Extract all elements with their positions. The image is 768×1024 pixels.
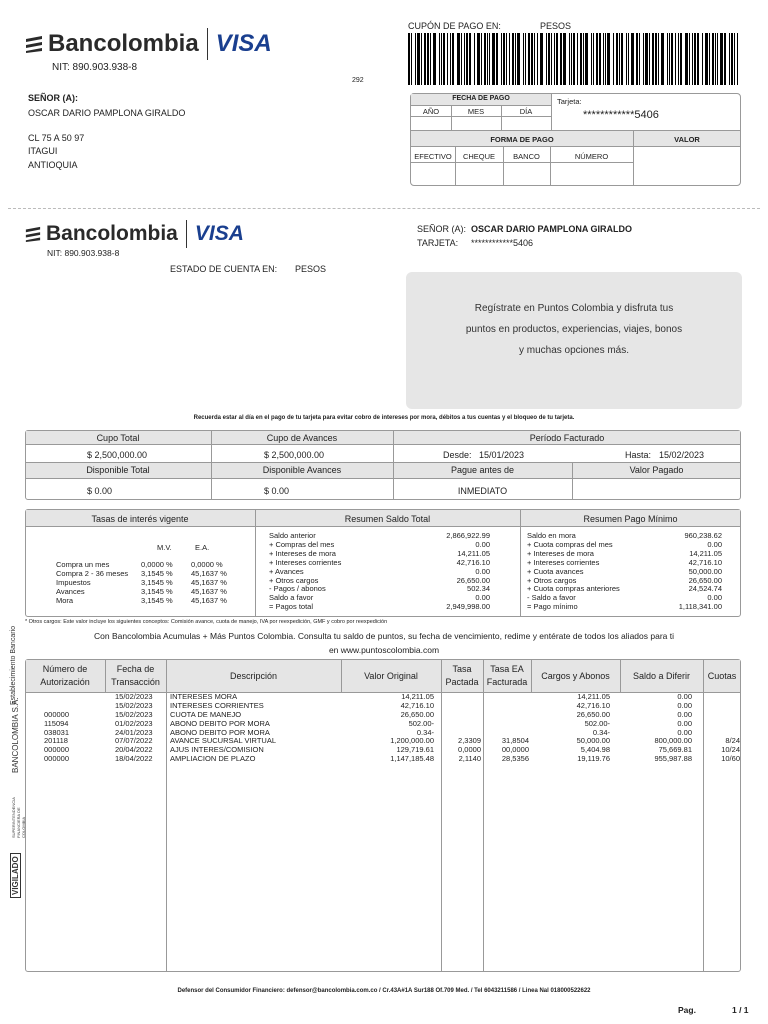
barcode-bar (580, 33, 582, 85)
cell-orig: 129,719.61 (396, 745, 434, 755)
cell-saldo: 0.00 (677, 718, 692, 728)
tasa-ea: 45,1637 % (191, 586, 227, 596)
page-number: 1 / 1 (732, 1005, 749, 1015)
defensor-footer: Defensor del Consumidor Financiero: defensor@bancolombia.com.co / Cr.43A#1A Sur188 Of.709 Med. / Tel 6043211586 / Linea Nal 018000522622 (177, 988, 591, 994)
tasa-ea: 45,1637 % (191, 577, 227, 587)
summary-row-label: + Cuota compras del mes (527, 539, 613, 549)
barcode-bar (669, 33, 670, 85)
cell-auth: 201118 (44, 736, 68, 746)
tasa-label: Avances (56, 586, 85, 596)
barcode-bar (671, 33, 673, 85)
cell-desc: ABONO DEBITO POR MORA (170, 718, 270, 728)
hasta-label: Hasta: (625, 450, 652, 460)
barcode-bar (731, 33, 733, 85)
barcode-bar (509, 33, 510, 85)
disponible-avances-value: $ 0.00 (264, 486, 290, 496)
barcode-bar (517, 33, 520, 85)
cell-date: 15/02/2023 (115, 700, 153, 710)
summary-row-label: = Pagos total (269, 602, 313, 612)
customer-address: CL 75 A 50 97 (28, 133, 85, 143)
cell-cargos: 502.00- (584, 718, 610, 728)
barcode-bar (628, 33, 629, 85)
statement-senor-label: SEÑOR (A): (417, 224, 467, 234)
barcode-bar (596, 33, 598, 85)
tasa-label: Compra 2 - 36 meses (56, 568, 129, 578)
barcode-bar (667, 33, 668, 85)
barcode-bar (496, 33, 498, 85)
barcode-bar (658, 33, 659, 85)
summary-row-label: + Intereses corrientes (527, 557, 600, 567)
cell-desc: CUOTA DE MANEJO (170, 709, 242, 719)
barcode-bar (680, 33, 682, 85)
otros-cargos-note: * Otros cargos: Este valor incluye los siguientes conceptos: Comisión avance, cuota de manejo, IVA por reexpedición, GMF y cobro por reexpedición (25, 619, 388, 625)
barcode-bar (685, 33, 688, 85)
barcode-bar (560, 33, 562, 85)
cell-desc: ABONO DEBITO POR MORA (170, 727, 270, 737)
barcode-bar (678, 33, 679, 85)
barcode-bar (540, 33, 543, 85)
barcode (408, 33, 740, 85)
cell-saldo: 800,000.00 (654, 736, 692, 746)
cell-tasa: 0,0000 (458, 745, 481, 755)
summary-row-value: 0.00 (475, 539, 490, 549)
barcode-bar (692, 33, 693, 85)
disponible-total-value: $ 0.00 (87, 486, 113, 496)
cell-date: 01/02/2023 (115, 718, 153, 728)
table-row (26, 755, 740, 764)
barcode-bar (675, 33, 676, 85)
barcode-bar (712, 33, 714, 85)
barcode-bar (546, 33, 547, 85)
barcode-bar (464, 33, 465, 85)
barcode-bar (643, 33, 644, 85)
forma-pago-label: FORMA DE PAGO (490, 135, 554, 144)
cell-date: 24/01/2023 (115, 727, 153, 737)
barcode-bar (525, 33, 526, 85)
barcode-bar (492, 33, 495, 85)
barcode-bar (649, 33, 650, 85)
barcode-bar (569, 33, 570, 85)
tasas-title: Tasas de interés vigente (91, 514, 189, 524)
resumen-minimo-title: Resumen Pago Mínimo (583, 514, 678, 524)
summary-row-value: 502.34 (467, 584, 490, 594)
disponible-total-label: Disponible Total (86, 465, 150, 475)
barcode-bar (720, 33, 723, 85)
bancolombia-logo-icon (24, 226, 42, 242)
barcode-bar (616, 33, 618, 85)
tasa-mv: 3,1545 % (141, 595, 173, 605)
numero-label: NÚMERO (574, 152, 609, 161)
col-tasa-ea: Tasa EA Facturada (486, 664, 528, 687)
resumen-saldo-rows (269, 532, 490, 612)
barcode-bar (599, 33, 601, 85)
dia-label: DÍA (519, 107, 533, 116)
barcode-bar (506, 33, 507, 85)
cell-desc: AJUS INTERES/COMISION (170, 745, 264, 755)
barcode-bar (631, 33, 634, 85)
cell-date: 15/02/2023 (115, 692, 153, 701)
tasa-label: Impuestos (56, 577, 91, 587)
barcode-bar (619, 33, 620, 85)
summary-row-value: 24,524.74 (688, 584, 722, 594)
barcode-bar (469, 33, 471, 85)
tasa-mv: 3,1545 % (141, 577, 173, 587)
customer-city: ITAGUI (28, 146, 58, 156)
bank-name: Bancolombia (48, 30, 199, 57)
periodo-label: Período Facturado (529, 433, 605, 443)
movement-rows (26, 693, 740, 764)
tasa-ea: 45,1637 % (191, 595, 227, 605)
coupon-title: CUPÓN DE PAGO EN: (408, 21, 501, 31)
bancolombia-logo-icon (24, 35, 44, 53)
cell-cuotas: 10/24 (721, 745, 740, 755)
barcode-bar (573, 33, 575, 85)
summary-row-label: + Cuota compras anteriores (527, 584, 620, 594)
tasa-mv: 3,1545 % (141, 568, 173, 578)
barcode-bar (439, 33, 440, 85)
barcode-bar (466, 33, 468, 85)
cell-ea: 31,8504 (501, 736, 529, 746)
barcode-bar (729, 33, 730, 85)
summary-row-value: 26,650.00 (688, 575, 722, 585)
barcode-bar (585, 33, 588, 85)
cell-orig: 502.00- (408, 718, 434, 728)
cell-date: 07/07/2022 (115, 736, 153, 746)
tasa-ea: 45,1637 % (191, 568, 227, 578)
coupon-currency: PESOS (540, 21, 572, 31)
cell-cargos: 14,211.05 (577, 692, 610, 701)
col-fecha: Fecha de Transacción (111, 664, 160, 687)
cell-cargos: 26,650.00 (576, 709, 610, 719)
summary-row-value: 0.00 (475, 566, 490, 576)
summary-row-value: 2,949,998.00 (446, 602, 490, 612)
barcode-bar (487, 33, 488, 85)
cell-cargos: 19,119.76 (577, 754, 610, 764)
barcode-bar (709, 33, 710, 85)
barcode-bar (724, 33, 726, 85)
barcode-bar (603, 33, 604, 85)
resumen-saldo-title: Resumen Saldo Total (344, 514, 431, 524)
summary-row-label: + Compras del mes (269, 539, 335, 549)
barcode-bar (605, 33, 606, 85)
mv-label: M.V. (157, 543, 172, 552)
barcode-bar (537, 33, 538, 85)
statement-card-number: ************5406 (471, 238, 534, 248)
barcode-bar (655, 33, 657, 85)
barcode-bar (450, 33, 451, 85)
cell-auth: 115094 (44, 718, 69, 728)
visa-logo: VISA (194, 222, 244, 245)
banco-label: BANCO (513, 152, 540, 161)
barcode-bar (441, 33, 442, 85)
barcode-bar (645, 33, 648, 85)
side-establecimiento: Establecimiento Bancario (10, 626, 17, 705)
col-tasa-pactada: Tasa Pactada (445, 664, 479, 687)
cheque-label: CHEQUE (462, 152, 496, 161)
barcode-bar (551, 33, 552, 85)
cell-date: 15/02/2023 (115, 709, 153, 719)
barcode-bar (447, 33, 448, 85)
cell-desc: INTERESES MORA (170, 692, 238, 701)
barcode-bar (554, 33, 555, 85)
disponible-avances-label: Disponible Avances (262, 465, 342, 475)
summary-row-label: + Intereses de mora (269, 548, 336, 558)
barcode-bar (489, 33, 490, 85)
cell-desc: AVANCE SUCURSAL VIRTUAL (170, 736, 276, 746)
tasas-rows (56, 561, 246, 606)
cell-tasa: 2,3309 (458, 736, 481, 746)
cut-line (8, 208, 760, 209)
side-super: SUPERINTENDENCIA FINANCIERA DE COLOMBIA (11, 797, 26, 838)
barcode-bar (737, 33, 738, 85)
fecha-pago-label: FECHA DE PAGO (452, 95, 510, 102)
barcode-bar (512, 33, 514, 85)
tasa-mv: 0,0000 % (141, 560, 173, 569)
barcode-bar (417, 33, 420, 85)
barcode-bar (705, 33, 708, 85)
promo-line-1: Regístrate en Puntos Colombia y disfruta tus (474, 303, 674, 314)
cell-desc: INTERESES CORRIENTES (170, 700, 264, 710)
statement-customer-name: OSCAR DARIO PAMPLONA GIRALDO (471, 224, 632, 234)
tasa-mv: 3,1545 % (141, 586, 173, 596)
barcode-bar (452, 33, 454, 85)
barcode-bar (523, 33, 524, 85)
cell-cuotas: 8/24 (725, 736, 740, 746)
summary-row (527, 603, 722, 612)
barcode-bar (621, 33, 623, 85)
cell-auth: 000000 (44, 745, 70, 755)
summary-row-label: + Otros cargos (269, 575, 319, 585)
cell-cargos: 50,000.00 (576, 736, 610, 746)
summary-row-value: 960,238.62 (684, 531, 722, 540)
puntos-colombia-promo (406, 272, 742, 409)
summary-row-value: 2,866,922.99 (446, 531, 490, 540)
nit: NIT: 890.903.938-8 (52, 62, 138, 73)
barcode-bar (639, 33, 640, 85)
ea-label: E.A. (195, 543, 210, 552)
barcode-bar (424, 33, 426, 85)
tasa-label: Mora (56, 595, 74, 605)
summary-row-label: - Pagos / abonos (269, 584, 326, 594)
summary-row-value: 26,650.00 (456, 575, 490, 585)
cupo-total-label: Cupo Total (96, 433, 140, 443)
barcode-bar (503, 33, 505, 85)
valor-label: VALOR (674, 135, 700, 144)
cupo-total-value: $ 2,500,000.00 (87, 450, 148, 460)
col-cargos: Cargos y Abonos (541, 671, 610, 681)
col-autorizacion: Número de Autorización (40, 664, 90, 687)
barcode-bar (652, 33, 654, 85)
summary-row-value: 42,716.10 (688, 557, 722, 567)
barcode-bar (626, 33, 627, 85)
cell-saldo: 0.00 (677, 709, 692, 719)
barcode-bar (457, 33, 460, 85)
barcode-bar (548, 33, 550, 85)
barcode-bar (415, 33, 416, 85)
summary-row-label: - Saldo a favor (527, 593, 576, 603)
summary-row-value: 1,118,341.00 (678, 602, 722, 612)
barcode-bar (477, 33, 480, 85)
coupon-code: 292 (352, 77, 364, 84)
barcode-bar (697, 33, 699, 85)
pague-antes-label: Pague antes de (450, 465, 515, 475)
col-cuotas: Cuotas (707, 671, 737, 681)
barcode-bar (702, 33, 703, 85)
barcode-bar (563, 33, 566, 85)
barcode-bar (481, 33, 482, 85)
puntos-note-2: en www.puntoscolombia.com (328, 645, 440, 655)
cell-saldo: 0.00 (677, 727, 692, 737)
hasta-value: 15/02/2023 (659, 450, 705, 460)
col-valor-original: Valor Original (364, 671, 418, 681)
side-vigilado: VIGILADO (10, 853, 21, 898)
cell-date: 18/04/2022 (115, 754, 153, 764)
cell-saldo: 0.00 (677, 700, 692, 710)
valor-pagado-label: Valor Pagado (629, 465, 684, 475)
promo-line-2: puntos en productos, experiencias, viajes, bonos (465, 324, 683, 335)
barcode-bar (408, 33, 410, 85)
barcode-bar (528, 33, 530, 85)
pague-antes-value: INMEDIATO (457, 486, 508, 496)
cupo-avances-value: $ 2,500,000.00 (264, 450, 325, 460)
barcode-bar (501, 33, 502, 85)
cell-saldo: 955,987.88 (654, 754, 692, 764)
cell-orig: 42,716.10 (400, 700, 434, 710)
tasa-row (56, 597, 246, 606)
barcode-bar (694, 33, 696, 85)
barcode-bar (461, 33, 462, 85)
summary-row-label: + Avances (269, 566, 304, 576)
cell-orig: 14,211.05 (401, 692, 434, 701)
cell-saldo: 0.00 (677, 692, 692, 701)
barcode-bar (443, 33, 445, 85)
cell-cargos: 42,716.10 (576, 700, 610, 710)
barcode-bar (613, 33, 614, 85)
resumen-minimo-rows (527, 532, 722, 612)
summary-row-value: 0.00 (707, 539, 722, 549)
barcode-bar (571, 33, 572, 85)
summary-row-value: 50,000.00 (688, 566, 722, 576)
promo-line-3: y muchas opciones más. (518, 345, 630, 356)
cupo-avances-label: Cupo de Avances (266, 433, 338, 443)
cell-orig: 1,147,185.48 (390, 754, 434, 764)
cell-desc: AMPLIACION DE PLAZO (170, 754, 256, 764)
coupon-card-number: ************5406 (583, 109, 659, 121)
barcode-bar (421, 33, 422, 85)
cell-cargos: 5,404.98 (580, 745, 610, 755)
summary-row-label: + Otros cargos (527, 575, 577, 585)
barcode-bar (474, 33, 475, 85)
summary-row-value: 14,211.05 (457, 548, 490, 558)
barcode-bar (591, 33, 592, 85)
customer-name: OSCAR DARIO PAMPLONA GIRALDO (28, 108, 186, 118)
barcode-bar (484, 33, 486, 85)
barcode-bar (577, 33, 578, 85)
visa-logo: VISA (215, 30, 272, 57)
barcode-bar (661, 33, 664, 85)
col-descripcion: Descripción (229, 671, 278, 681)
tasa-ea: 0,0000 % (191, 560, 223, 569)
barcode-bar (583, 33, 584, 85)
anio-label: AÑO (422, 107, 440, 116)
barcode-bar (430, 33, 431, 85)
summary-row-label: Saldo a favor (269, 593, 314, 603)
summary-row-label: + Intereses corrientes (269, 557, 342, 567)
customer-state: ANTIOQUIA (28, 160, 78, 170)
barcode-bar (689, 33, 690, 85)
barcode-bar (734, 33, 735, 85)
barcode-bar (433, 33, 436, 85)
estado-currency: PESOS (295, 264, 327, 274)
barcode-bar (427, 33, 429, 85)
cell-auth: 038031 (44, 727, 70, 737)
nit: NIT: 890.903.938-8 (47, 248, 120, 258)
cell-date: 20/04/2022 (115, 745, 153, 755)
cell-auth: 000000 (44, 709, 70, 719)
estado-label: ESTADO DE CUENTA EN: (170, 264, 278, 274)
statement-tarjeta-label: TARJETA: (417, 238, 459, 248)
side-company: BANCOLOMBIA S.A. (11, 697, 20, 773)
col-saldo-diferir: Saldo a Diferir (632, 671, 691, 681)
cell-orig: 0.34- (416, 727, 434, 737)
barcode-bar (593, 33, 594, 85)
senor-label: SEÑOR (A): (28, 93, 78, 103)
mes-label: MES (467, 107, 485, 116)
puntos-note-1: Con Bancolombia Acumulas + Más Puntos Colombia. Consulta tu saldo de puntos, su fecha de vencimiento, redime y entérate de todos los aliados para ti (94, 631, 674, 641)
barcode-bar (515, 33, 516, 85)
summary-row-value: 42,716.10 (456, 557, 490, 567)
summary-row-label: Saldo anterior (269, 531, 316, 540)
summary-row-value: 0.00 (475, 593, 490, 603)
summary-row-value: 0.00 (707, 593, 722, 603)
statement-logo (24, 220, 244, 248)
barcode-bar (636, 33, 638, 85)
cell-orig: 1,200,000.00 (390, 736, 434, 746)
cell-cargos: 0.34- (592, 727, 610, 737)
barcode-bar (717, 33, 718, 85)
coupon-logo (24, 28, 272, 60)
summary-row-label: + Cuota avances (527, 566, 584, 576)
cell-tasa: 2,1140 (458, 754, 481, 764)
cell-cuotas: 10/60 (721, 754, 740, 764)
payment-reminder: Recuerda estar al día en el pago de tu tarjeta para evitar cobro de intereses por mora, débitos a tus cuentas y el bloqueo de tu tarjeta. (193, 415, 575, 421)
cell-saldo: 75,669.81 (658, 745, 692, 755)
desde-value: 15/01/2023 (479, 450, 525, 460)
barcode-bar (607, 33, 610, 85)
summary-row (269, 603, 490, 612)
summary-row-label: = Pago mínimo (527, 602, 578, 612)
cell-orig: 26,650.00 (400, 709, 434, 719)
summary-row-label: Saldo en mora (527, 531, 576, 540)
page-label: Pag. (678, 1005, 696, 1015)
barcode-bar (531, 33, 533, 85)
barcode-bar (556, 33, 558, 85)
summary-row-label: + Intereses de mora (527, 548, 594, 558)
tarjeta-label: Tarjeta: (557, 97, 582, 106)
summary-row-value: 14,211.05 (689, 548, 722, 558)
cell-ea: 28,5356 (501, 754, 529, 764)
barcode-bar (715, 33, 716, 85)
bank-name: Bancolombia (46, 222, 178, 245)
efectivo-label: EFECTIVO (414, 152, 452, 161)
barcode-bar (411, 33, 412, 85)
cell-auth: 000000 (44, 754, 70, 764)
barcode-bar (534, 33, 535, 85)
desde-label: Desde: (443, 450, 472, 460)
cell-ea: 00,0000 (501, 745, 529, 755)
tasa-label: Compra un mes (56, 560, 110, 569)
